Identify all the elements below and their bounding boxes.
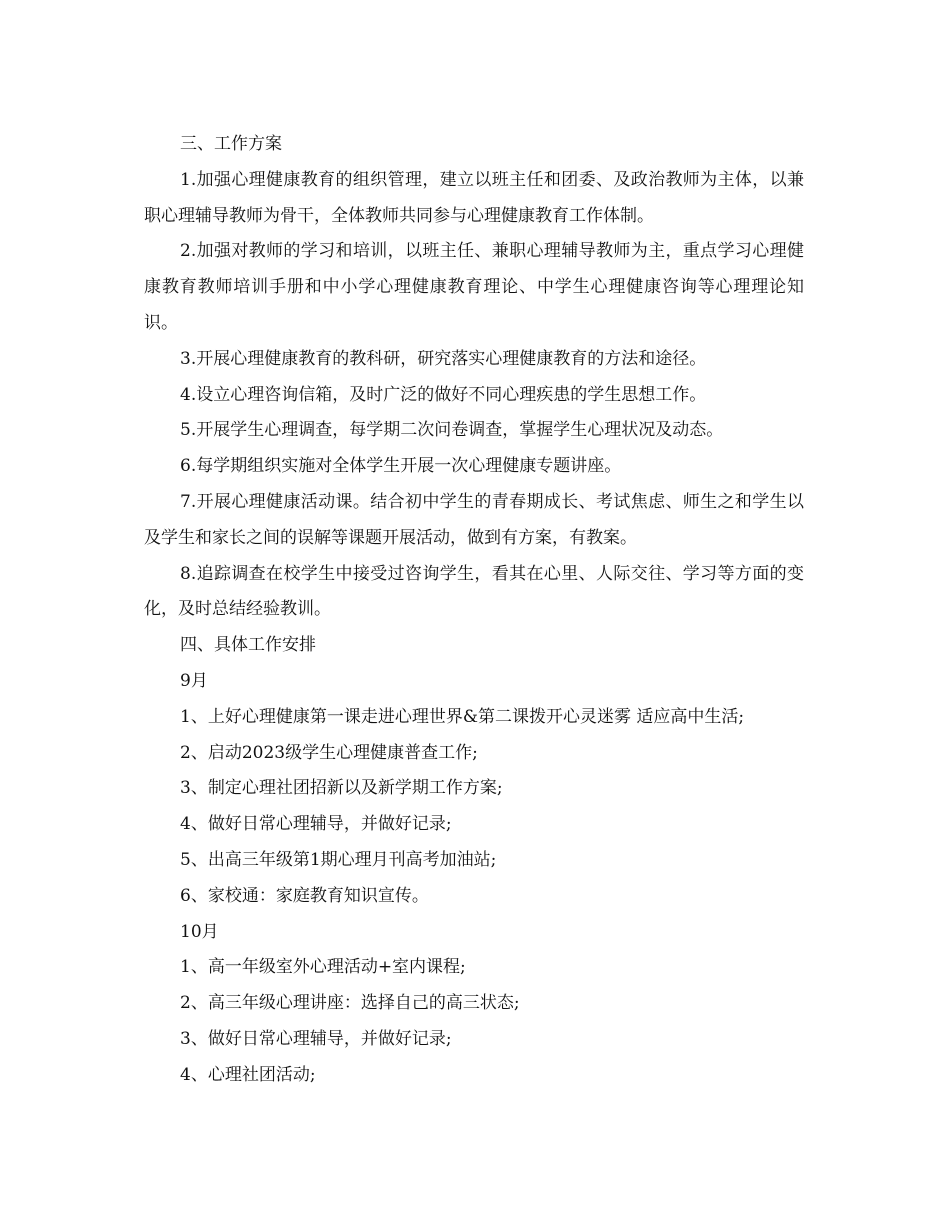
month-heading-september: 9月 (180, 670, 208, 691)
september-item: 1、上好心理健康第一课走进心理世界&第二课拨开心灵迷雾 适应高中生活; (180, 706, 745, 727)
work-plan-item: 2.加强对教师的学习和培训，以班主任、兼职心理辅导教师为主，重点学习心理健康教育教师培训手册和中小学心理健康教育理论、中学生心理健康咨询等心理理论知识。 (144, 241, 804, 333)
october-item: 4、心理社团活动; (180, 1064, 316, 1085)
october-item: 3、做好日常心理辅导，并做好记录; (180, 1028, 452, 1049)
work-plan-item: 8.追踪调查在校学生中接受过咨询学生，看其在心里、人际交往、学习等方面的变化，及时总结经验教训。 (144, 563, 804, 620)
september-item: 4、做好日常心理辅导，并做好记录; (180, 814, 452, 835)
october-item: 1、高一年级室外心理活动+室内课程; (180, 957, 466, 978)
october-item: 2、高三年级心理讲座：选择自己的高三状态; (180, 993, 520, 1014)
september-item: 6、家校通：家庭教育知识宣传。 (180, 885, 429, 906)
september-item: 5、出高三年级第1期心理月刊高考加油站; (180, 849, 497, 870)
document-body (144, 127, 804, 1094)
section-heading-work-plan: 三、工作方案 (180, 134, 282, 154)
work-plan-item: 6.每学期组织实施对全体学生开展一次心理健康专题讲座。 (180, 456, 622, 477)
september-item: 2、启动2023级学生心理健康普查工作; (180, 742, 478, 763)
work-plan-item: 7.开展心理健康活动课。结合初中学生的青春期成长、考试焦虑、师生之和学生以及学生和家长之间的误解等课题开展活动，做到有方案，有教案。 (144, 491, 804, 548)
september-item: 3、制定心理社团招新以及新学期工作方案; (180, 778, 503, 799)
month-heading-october: 10月 (180, 921, 219, 942)
work-plan-item: 1.加强心理健康教育的组织管理，建立以班主任和团委、及政治教师为主体，以兼职心理辅导教师为骨干，全体教师共同参与心理健康教育工作体制。 (144, 169, 804, 226)
work-plan-item: 4.设立心理咨询信箱，及时广泛的做好不同心理疾患的学生思想工作。 (180, 384, 707, 405)
section-heading-schedule: 四、具体工作安排 (180, 635, 316, 656)
work-plan-item: 5.开展学生心理调查，每学期二次问卷调查，掌握学生心理状况及动态。 (180, 420, 724, 441)
work-plan-item: 3.开展心理健康教育的教科研，研究落实心理健康教育的方法和途径。 (180, 348, 707, 369)
